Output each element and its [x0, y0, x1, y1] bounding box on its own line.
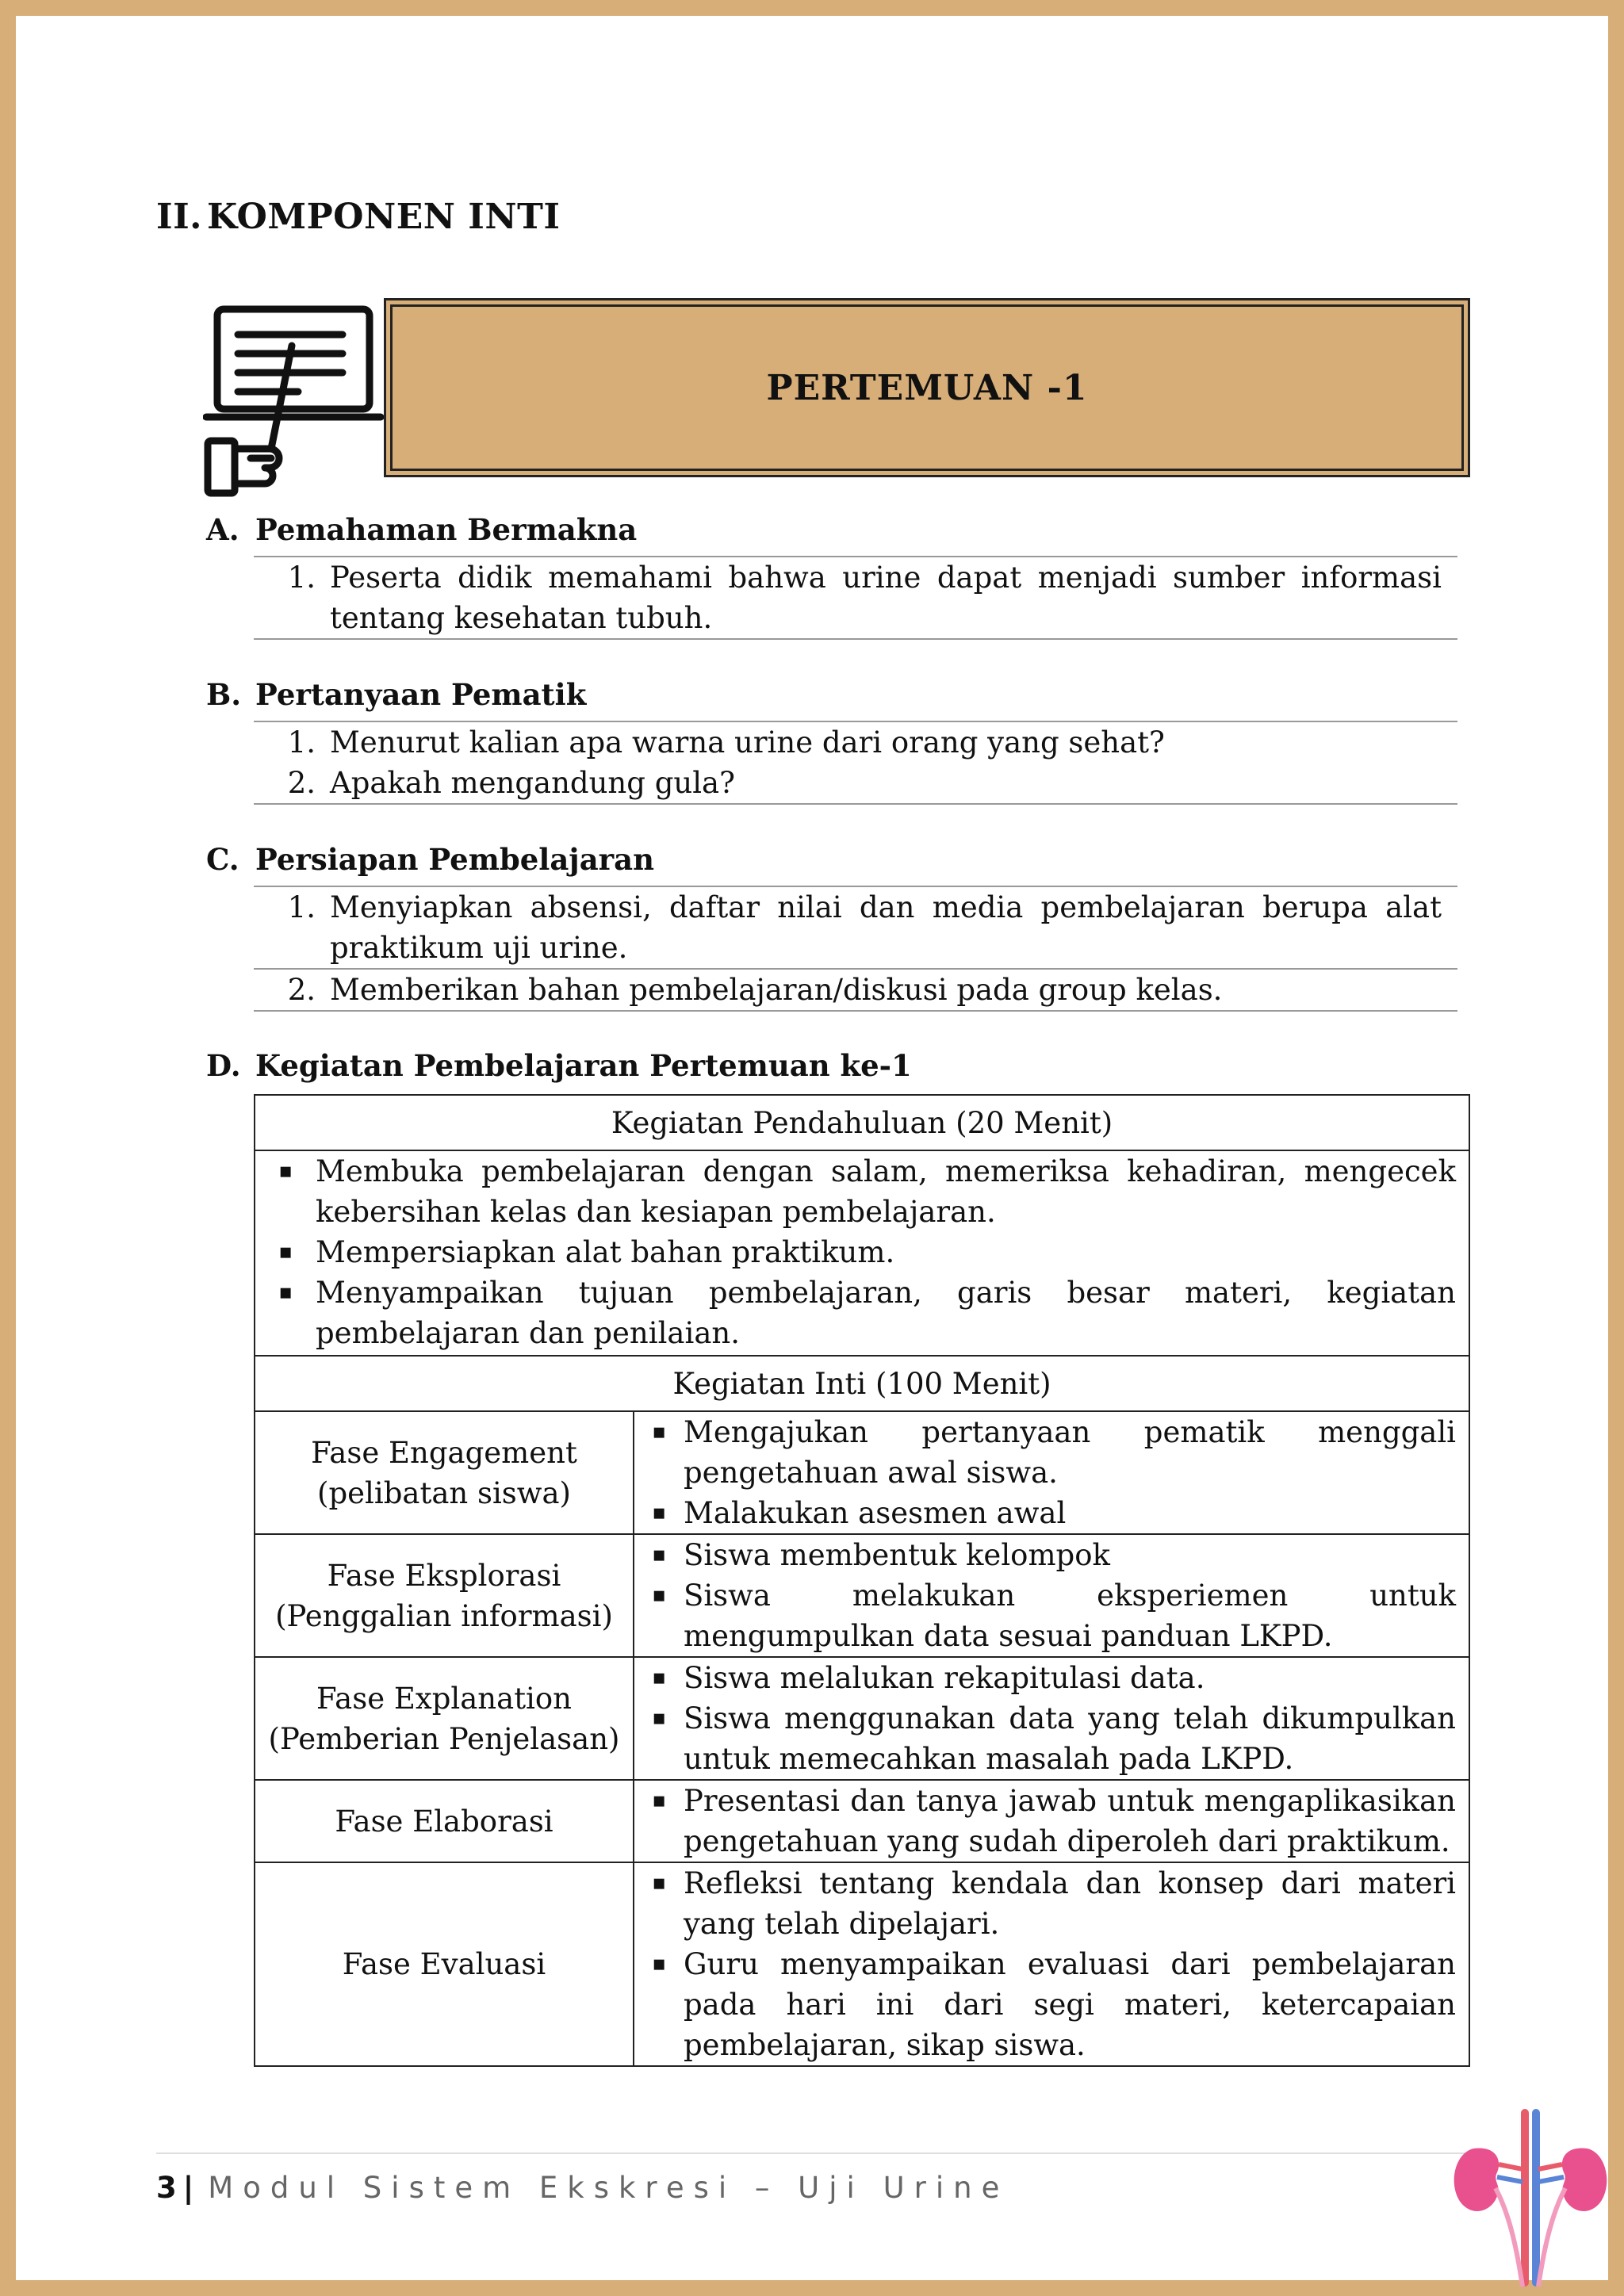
bullet-icon: ▪ — [278, 1240, 293, 1264]
bullet-icon: ▪ — [652, 1789, 666, 1812]
table-row — [255, 1657, 1469, 1780]
phase-list — [634, 1863, 1469, 2065]
item-text: Menyampaikan tujuan pembelajaran, garis besar materi, kegiatan pembelajaran dan penilaian. — [316, 1276, 1456, 1350]
item-text: Malakukan asesmen awal — [684, 1496, 1067, 1530]
section-c-list — [254, 886, 1457, 1012]
item-text: Siswa melalukan rekapitulasi data. — [684, 1661, 1205, 1695]
bullet-icon: ▪ — [652, 1583, 666, 1607]
section-a-list — [254, 556, 1457, 640]
table-row — [255, 1095, 1469, 1150]
table-row — [255, 1356, 1469, 1411]
bullet-icon: ▪ — [652, 1952, 666, 1976]
section-label: Persiapan Pembelajaran — [255, 842, 655, 877]
phase-name: Fase Engagement (pelibatan siswa) — [255, 1411, 634, 1534]
bullet-icon: ▪ — [652, 1666, 666, 1689]
phase-name: Fase Evaluasi — [255, 1862, 634, 2066]
item-text: Refleksi tentang kendala dan konsep dari materi yang telah dipelajari. — [684, 1866, 1456, 1941]
list-item — [634, 1698, 1456, 1779]
teacher-board-icon — [203, 301, 384, 499]
footer-divider — [156, 2152, 1488, 2154]
item-number: 2. — [287, 766, 316, 800]
section-heading — [156, 197, 560, 237]
bullet-icon: ▪ — [278, 1280, 293, 1304]
phase-activities — [634, 1534, 1469, 1657]
item-text: Mempersiapkan alat bahan praktikum. — [316, 1235, 895, 1269]
list-item — [634, 1493, 1456, 1533]
list-item — [255, 1151, 1456, 1232]
item-text: Peserta didik memahami bahwa urine dapat menjadi sumber informasi tentang kesehatan tubuh. — [330, 561, 1442, 635]
list-item — [634, 1658, 1456, 1698]
table-row — [255, 1411, 1469, 1534]
phase-name: Fase Explanation (Pemberian Penjelasan) — [255, 1657, 634, 1780]
bullet-icon: ▪ — [652, 1501, 666, 1525]
item-text: Apakah mengandung gula? — [330, 766, 735, 800]
item-text: Membuka pembelajaran dengan salam, memeriksa kehadiran, mengecek kebersihan kelas dan kesiapan pembelajaran. — [316, 1154, 1456, 1229]
list-item — [634, 1535, 1456, 1575]
bullet-icon: ▪ — [652, 1871, 666, 1895]
item-number: 1. — [287, 725, 316, 760]
item-text: Presentasi dan tanya jawab untuk mengaplikasikan pengetahuan yang sudah diperoleh dari praktikum. — [684, 1784, 1456, 1858]
bullet-icon: ▪ — [652, 1420, 666, 1444]
intro-list — [255, 1151, 1456, 1353]
list-item — [254, 887, 1457, 970]
section-d-title — [206, 1048, 912, 1083]
item-number: 2. — [287, 973, 316, 1007]
table-row — [255, 1862, 1469, 2066]
section-title: KOMPONEN INTI — [207, 197, 561, 237]
section-label: Pertanyaan Pematik — [255, 677, 587, 712]
section-letter: B. — [206, 677, 242, 712]
list-item — [255, 1272, 1456, 1353]
section-b-list — [254, 721, 1457, 805]
intro-header: Kegiatan Pendahuluan (20 Menit) — [255, 1095, 1469, 1150]
page-number: 3 — [156, 2171, 177, 2205]
section-c-title — [206, 842, 654, 877]
item-text: Siswa melakukan eksperiemen untuk mengumpulkan data sesuai panduan LKPD. — [684, 1578, 1456, 1653]
phase-activities — [634, 1657, 1469, 1780]
section-letter: D. — [206, 1048, 241, 1083]
list-item — [634, 1944, 1456, 2065]
bullet-icon: ▪ — [652, 1706, 666, 1730]
list-item — [634, 1781, 1456, 1862]
bullet-icon: ▪ — [652, 1543, 666, 1567]
item-number: 1. — [287, 561, 316, 595]
meeting-banner — [384, 298, 1470, 477]
list-item — [254, 722, 1457, 763]
phase-list — [634, 1658, 1469, 1779]
phase-name: Fase Eksplorasi (Penggalian informasi) — [255, 1534, 634, 1657]
footer-title: Modul Sistem Ekskresi – Uji Urine — [208, 2171, 1009, 2205]
item-text: Menurut kalian apa warna urine dari orang yang sehat? — [330, 725, 1165, 760]
table-row — [255, 1780, 1469, 1862]
phase-activities — [634, 1411, 1469, 1534]
section-b-title — [206, 677, 586, 712]
document-page — [16, 16, 1608, 2280]
table-row — [255, 1150, 1469, 1356]
item-text: Menyiapkan absensi, daftar nilai dan media pembelajaran berupa alat praktikum uji urine. — [330, 890, 1442, 965]
page-footer — [156, 2171, 1009, 2205]
section-a-title — [206, 512, 637, 547]
activity-table — [254, 1094, 1470, 2067]
section-letter: A. — [206, 512, 239, 547]
section-label: Pemahaman Bermakna — [255, 512, 638, 547]
item-number: 1. — [287, 890, 316, 924]
table-row — [255, 1534, 1469, 1657]
item-text: Mengajukan pertanyaan pematik menggali pengetahuan awal siswa. — [684, 1415, 1456, 1490]
section-number: II. — [156, 197, 202, 237]
item-text: Siswa membentuk kelompok — [684, 1538, 1110, 1572]
section-letter: C. — [206, 842, 239, 877]
list-item — [254, 970, 1457, 1012]
phase-activities — [634, 1862, 1469, 2066]
item-text: Siswa menggunakan data yang telah dikumpulkan untuk memecahkan masalah pada LKPD. — [684, 1701, 1456, 1776]
section-label: Kegiatan Pembelajaran Pertemuan ke-1 — [255, 1048, 912, 1083]
item-text: Guru menyampaikan evaluasi dari pembelajaran pada hari ini dari segi materi, ketercapaian pembelajaran, sikap siswa. — [684, 1947, 1456, 2062]
list-item — [634, 1863, 1456, 1944]
list-item — [254, 763, 1457, 805]
list-item — [255, 1232, 1456, 1272]
kidney-icon — [1451, 2109, 1610, 2286]
list-item — [254, 557, 1457, 640]
phase-list — [634, 1412, 1469, 1533]
phase-list — [634, 1781, 1469, 1862]
intro-cell — [255, 1150, 1469, 1356]
list-item — [634, 1575, 1456, 1656]
phase-name: Fase Elaborasi — [255, 1780, 634, 1862]
item-text: Memberikan bahan pembelajaran/diskusi pada group kelas. — [330, 973, 1223, 1007]
phase-list — [634, 1535, 1469, 1656]
banner-title: PERTEMUAN -1 — [766, 367, 1088, 408]
core-header: Kegiatan Inti (100 Menit) — [255, 1356, 1469, 1411]
bullet-icon: ▪ — [278, 1159, 293, 1183]
phase-activities — [634, 1780, 1469, 1862]
footer-separator: | — [182, 2171, 194, 2205]
list-item — [634, 1412, 1456, 1493]
